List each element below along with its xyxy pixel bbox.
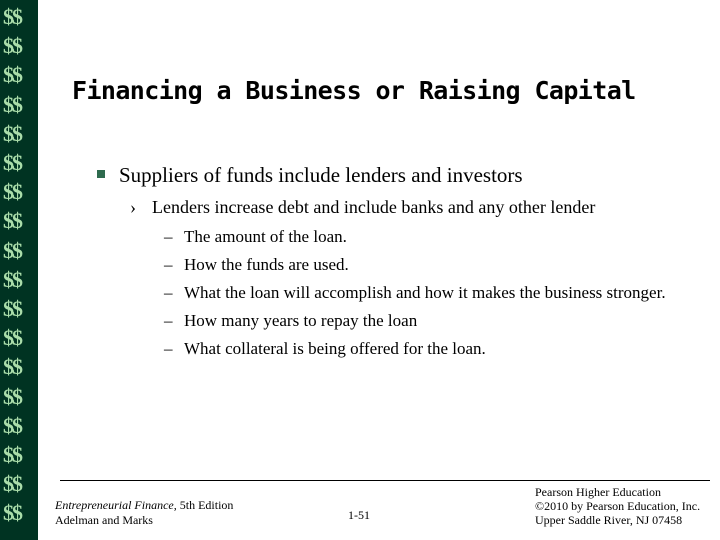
publisher-address: Upper Saddle River, NJ 07458 — [535, 513, 683, 527]
list-item — [164, 253, 704, 276]
square-bullet-icon — [97, 170, 105, 178]
dollar-sign-pair: $$ — [3, 296, 21, 321]
dash-bullet-icon: – — [164, 255, 173, 274]
dash-bullet-icon: – — [164, 311, 173, 330]
dollar-sign-pair: $$ — [3, 383, 21, 409]
list-item — [164, 281, 704, 304]
copyright: ©2010 by Pearson Education, Inc. — [535, 499, 701, 513]
dollar-sign-pair: $$ — [3, 4, 21, 29]
list-item-text: What the loan will accomplish and how it makes the business stronger. — [184, 283, 666, 302]
list-item — [164, 225, 704, 248]
dollar-sign-pair: $$ — [3, 237, 21, 263]
book-title: Entrepreneurial Finance, — [55, 498, 177, 512]
dollar-sidebar — [0, 0, 38, 540]
page-number: 1-51 — [348, 508, 370, 522]
dollar-sign-pair: $$ — [3, 500, 21, 526]
dollar-sign-pair: $$ — [3, 354, 21, 380]
list-item — [164, 309, 704, 332]
list-item-text: How the funds are used. — [184, 255, 349, 274]
footer-book-info — [55, 498, 233, 528]
dollar-sign-pair: $$ — [3, 150, 21, 175]
footer-publisher-info — [535, 485, 700, 527]
bullet-level-2 — [130, 196, 692, 218]
dollar-sign-pair: $$ — [3, 266, 21, 292]
dollar-sign-pair: $$ — [3, 120, 21, 146]
bullet-level-1-text: Suppliers of funds include lenders and investors — [119, 163, 523, 187]
list-item-text: The amount of the loan. — [184, 227, 347, 246]
bullet-level-1 — [119, 162, 679, 188]
bullet-level-3-list — [164, 225, 704, 366]
dollar-sign-pair: $$ — [3, 442, 21, 467]
list-item-text: What collateral is being offered for the loan. — [184, 339, 486, 358]
list-item — [164, 337, 704, 360]
dollar-sign-pair: $$ — [3, 62, 21, 88]
slide-title: Financing a Business or Raising Capital — [72, 76, 636, 105]
chevron-bullet-icon: › — [130, 197, 136, 217]
footer-book-line — [55, 498, 233, 513]
dash-bullet-icon: – — [164, 283, 173, 302]
book-edition: 5th Edition — [176, 498, 234, 512]
dollar-sign-pair: $$ — [3, 33, 21, 59]
publisher-name: Pearson Higher Education — [535, 485, 661, 499]
dash-bullet-icon: – — [164, 339, 173, 358]
dollar-sign-pair: $$ — [3, 471, 21, 497]
dollar-sign-pair: $$ — [3, 208, 21, 234]
list-item-text: How many years to repay the loan — [184, 311, 418, 330]
dollar-sign-pair: $$ — [3, 412, 21, 438]
dash-bullet-icon: – — [164, 227, 173, 246]
bullet-level-2-text: Lenders increase debt and include banks and any other lender — [152, 197, 596, 217]
footer-divider — [60, 480, 710, 481]
footer-authors: Adelman and Marks — [55, 513, 153, 527]
dollar-sign-pair: $$ — [3, 91, 21, 117]
dollar-sign-pair: $$ — [3, 325, 21, 351]
dollar-sign-pair: $$ — [3, 179, 21, 205]
